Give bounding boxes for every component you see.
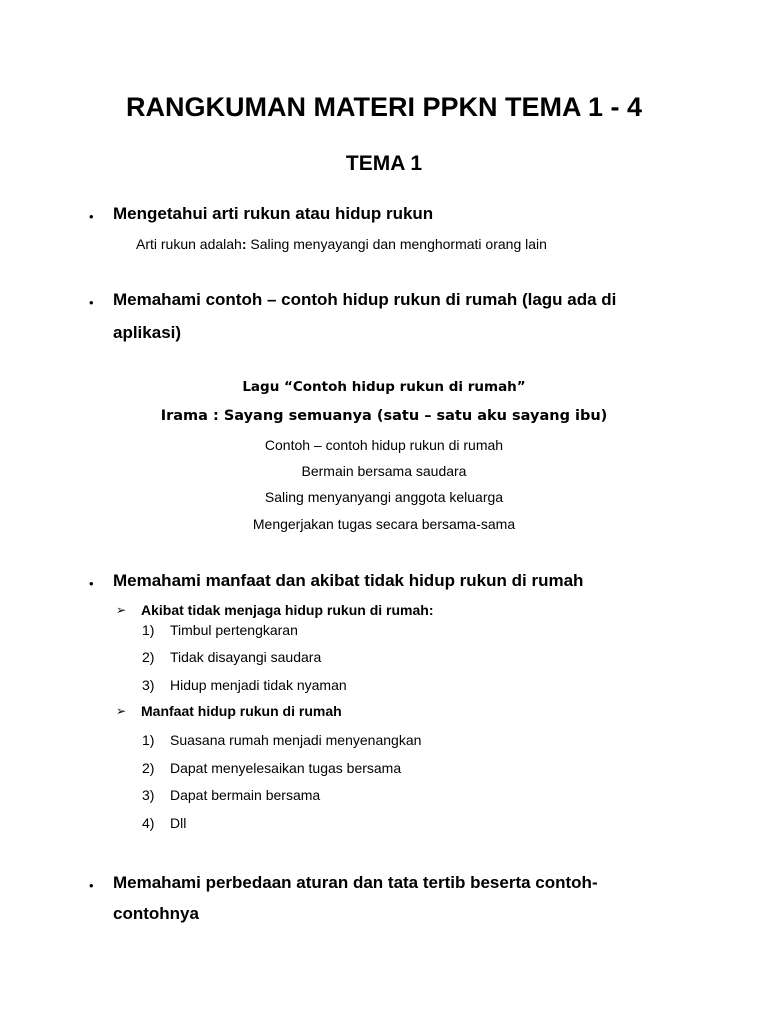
list-item: Dapat menyelesaikan tugas bersama — [170, 760, 402, 776]
list-item: Dapat bermain bersama — [170, 787, 321, 803]
list-number: 3) — [142, 787, 155, 803]
bullet-icon: • — [89, 878, 94, 893]
bullet-icon: • — [89, 209, 94, 224]
list-number: 1) — [142, 622, 155, 638]
bullet-icon: • — [89, 295, 94, 310]
document-title: RANGKUMAN MATERI PPKN TEMA 1 - 4 — [125, 92, 642, 122]
section4-heading-line2: contohnya — [113, 904, 199, 923]
list-number: 1) — [142, 732, 155, 748]
document-subtitle: TEMA 1 — [345, 152, 423, 175]
section1-heading: Mengetahui arti rukun atau hidup rukun — [113, 204, 434, 223]
section2-heading-line2: aplikasi) — [113, 323, 182, 342]
definition-text: Saling menyayangi dan menghormati orang lain — [246, 236, 547, 252]
akibat-heading: Akibat tidak menjaga hidup rukun di rumah: — [141, 602, 434, 618]
section1-definition — [136, 236, 547, 252]
song-title: Lagu “Contoh hidup rukun di rumah” — [242, 379, 526, 395]
definition-label: Arti rukun adalah — [136, 236, 242, 252]
list-item: Tidak disayangi saudara — [170, 649, 322, 665]
list-number: 3) — [142, 677, 155, 693]
list-number: 2) — [142, 760, 155, 776]
bullet-icon: • — [89, 576, 94, 591]
section2-heading-line1: Memahami contoh – contoh hidup rukun di rumah (lagu ada di — [113, 290, 617, 309]
definition-colon: : — [241, 236, 247, 252]
list-number: 2) — [142, 649, 155, 665]
lyric-line: Mengerjakan tugas secara bersama-sama — [252, 516, 516, 532]
arrow-bullet-icon: ➢ — [116, 704, 127, 718]
song-melody: Irama : Sayang semuanya (satu – satu aku sayang ibu) — [160, 408, 608, 424]
list-item: Dll — [170, 815, 187, 831]
list-item: Suasana rumah menjadi menyenangkan — [170, 732, 422, 748]
section4-heading-line1: Memahami perbedaan aturan dan tata tertib beserta contoh- — [113, 873, 598, 892]
lyric-line: Saling menyanyangi anggota keluarga — [264, 489, 504, 505]
lyric-line: Bermain bersama saudara — [301, 463, 467, 479]
list-number: 4) — [142, 815, 155, 831]
section3-heading: Memahami manfaat dan akibat tidak hidup rukun di rumah — [113, 571, 584, 590]
manfaat-heading: Manfaat hidup rukun di rumah — [141, 703, 342, 719]
lyric-line: Contoh – contoh hidup rukun di rumah — [264, 437, 504, 453]
arrow-bullet-icon: ➢ — [116, 603, 127, 617]
list-item: Timbul pertengkaran — [170, 622, 298, 638]
list-item: Hidup menjadi tidak nyaman — [170, 677, 347, 693]
